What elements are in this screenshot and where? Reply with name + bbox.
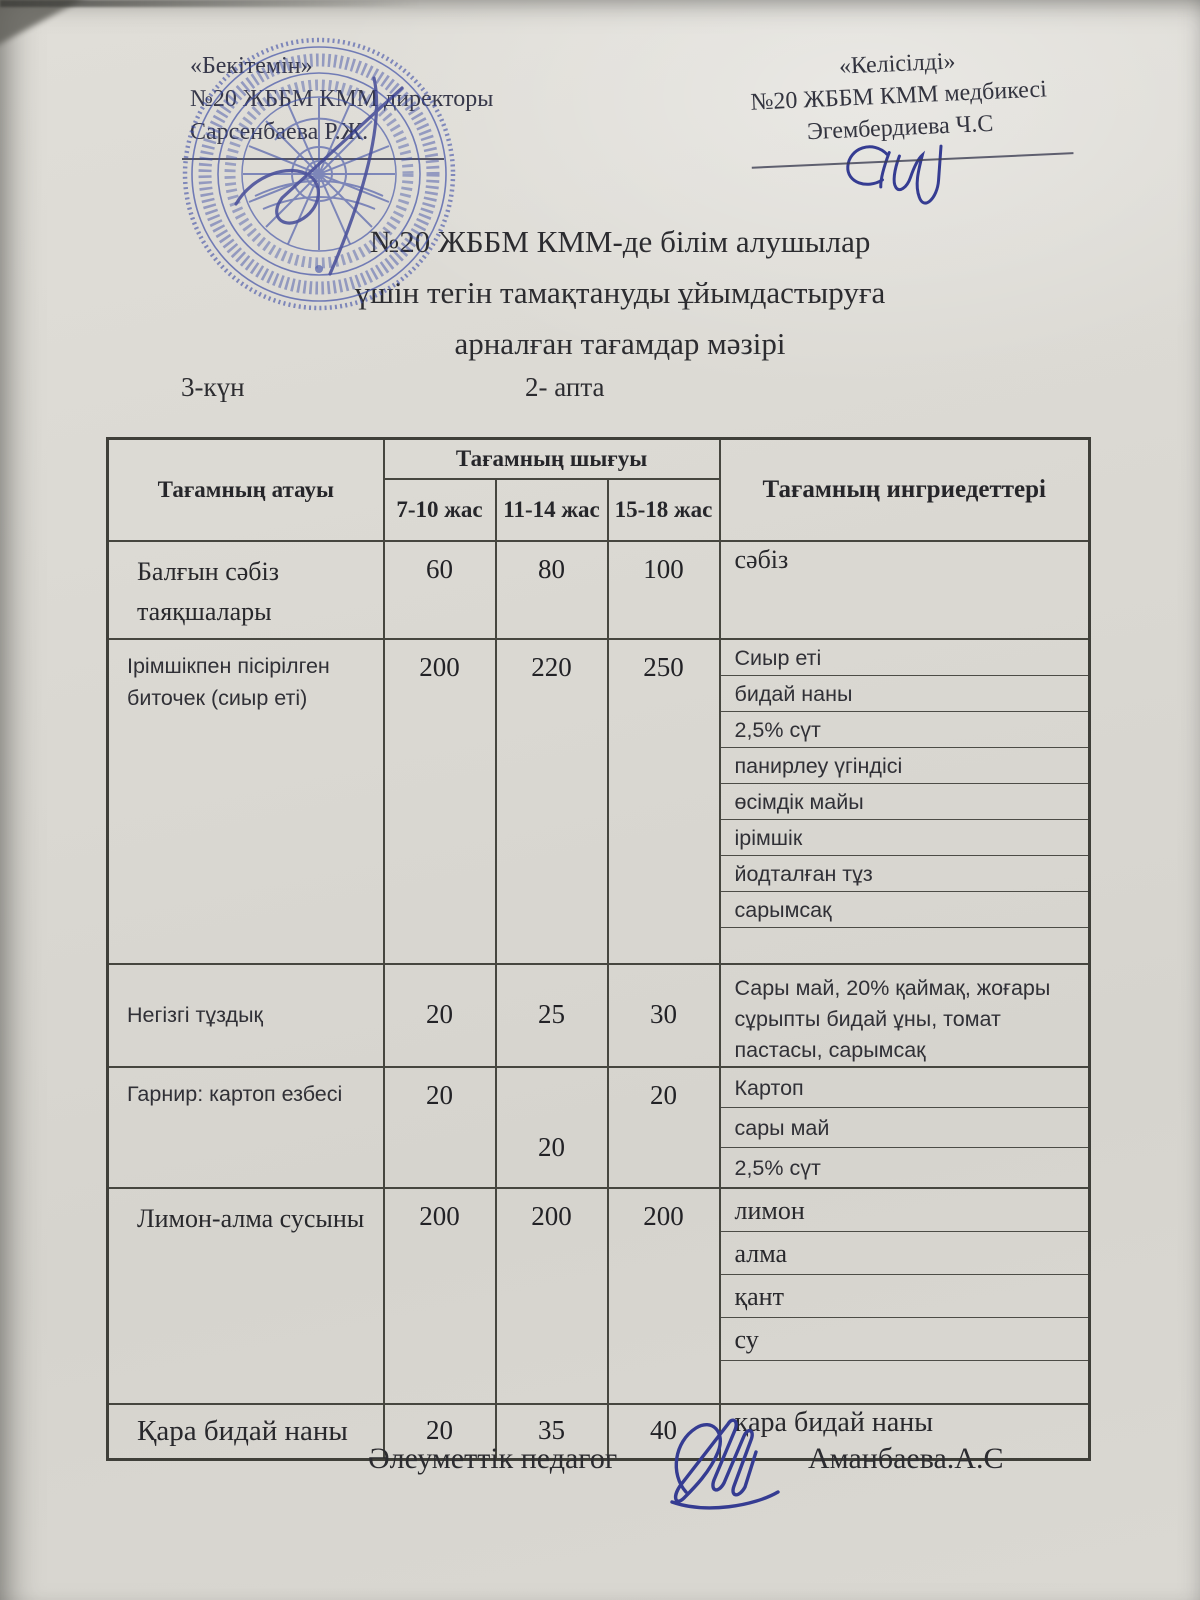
amount-cell: 200 [496, 1188, 608, 1404]
dish-name-cell: Негізгі тұздық [108, 964, 384, 1067]
pedagog-name: Аманбаева.А.С [808, 1442, 1004, 1475]
dish-name-cell: Балғын сәбіз таяқшалары [108, 541, 384, 639]
ingredient-item: қара бидай наны [734, 1407, 934, 1438]
approve-quote: «Бекітемін» [190, 53, 313, 79]
approve-director-name: Сарсенбаева Р.Ж. [190, 119, 369, 145]
pedagog-signature [662, 1408, 802, 1518]
ingredient-item: өсімдік майы [721, 784, 1089, 820]
pedagog-role-label: Әлеуметтік педагог [368, 1442, 618, 1475]
header-ingredients: Тағамның ингриедеттері [720, 439, 1090, 541]
ingredients-cell [720, 964, 1090, 1067]
amount-cell: 20 [496, 1067, 608, 1188]
menu-table [106, 437, 1091, 1461]
approve-underline [182, 158, 444, 160]
ingredient-item [721, 1361, 1089, 1403]
photo-edge-shadow [0, 0, 420, 7]
ingredient-item: панирлеу үгіндісі [721, 748, 1089, 784]
ingredient-item: ірімшік [721, 820, 1089, 856]
amount-cell: 20 [384, 1404, 496, 1460]
ingredient-item: сәбіз [734, 545, 789, 574]
agree-quote: «Келісілді» [838, 48, 957, 80]
approve-block [190, 50, 610, 149]
ingredient-item: сары май [721, 1108, 1089, 1148]
amount-cell: 250 [608, 639, 720, 964]
amount-cell: 30 [608, 964, 720, 1067]
title-line: үшін тегін тамақтануды ұйымдастыруға [354, 275, 886, 310]
dish-name-cell: Қара бидай наны [108, 1404, 384, 1460]
dish-name-cell: Лимон-алма сусыны [108, 1188, 384, 1404]
amount-cell: 40 [608, 1404, 720, 1460]
amount-cell: 20 [384, 964, 496, 1067]
header-dish-name: Тағамның атауы [108, 439, 384, 541]
ingredient-item [721, 928, 1089, 963]
page-title [0, 216, 1200, 369]
ingredients-paragraph: Сары май, 20% қаймақ, жоғары сұрыпты бидай ұны, томат пастасы, сарымсақ [734, 975, 1051, 1062]
ingredient-item: Сиыр еті [721, 640, 1089, 676]
table-row [108, 964, 1090, 1067]
amount-cell: 20 [608, 1067, 720, 1188]
amount-cell: 200 [608, 1188, 720, 1404]
amount-cell: 20 [384, 1067, 496, 1188]
header-age-group: 7-10 жас [384, 479, 496, 541]
dish-name-cell: Гарнир: картоп езбесі [108, 1067, 384, 1188]
agree-org: №20 ЖББМ КММ медбикесі [750, 76, 1048, 116]
amount-cell: 220 [496, 639, 608, 964]
ingredients-cell [720, 541, 1090, 639]
header-output: Тағамның шығуы [384, 439, 720, 479]
ingredients-cell [720, 639, 1090, 964]
ingredients-cell [720, 1067, 1090, 1188]
approve-org: №20 ЖББМ КММ директоры [190, 86, 494, 112]
amount-cell: 100 [608, 541, 720, 639]
amount-cell: 35 [496, 1404, 608, 1460]
ingredient-item: су [721, 1318, 1089, 1361]
photo-corner-shadow [0, 0, 92, 48]
ingredient-item: бидай наны [721, 676, 1089, 712]
table-row [108, 541, 1090, 639]
amount-cell: 80 [496, 541, 608, 639]
menu-table-header [108, 439, 1090, 541]
table-row [108, 1067, 1090, 1188]
ingredient-item: йодталған тұз [721, 856, 1089, 892]
amount-cell: 200 [384, 1188, 496, 1404]
ingredient-item: Картоп [721, 1068, 1089, 1108]
title-line: арналған тағамдар мәзірі [454, 326, 786, 361]
agree-nurse-name: Эгембердиева Ч.С [806, 110, 994, 146]
ingredient-item: алма [721, 1232, 1089, 1275]
ingredient-item: лимон [721, 1189, 1089, 1232]
ingredient-item: 2,5% сүт [721, 712, 1089, 748]
ingredient-item: 2,5% сүт [734, 1155, 821, 1180]
title-line: №20 ЖББМ КММ-де білім алушылар [369, 224, 871, 259]
day-label: 3-күн [181, 372, 245, 402]
dish-name-cell: Ірімшікпен пісірілген биточек (сиыр еті) [108, 639, 384, 964]
header-age-group: 11-14 жас [496, 479, 608, 541]
week-label: 2- апта [525, 372, 605, 402]
table-row [108, 639, 1090, 964]
agree-block [677, 38, 1124, 212]
ingredient-item: қант [721, 1275, 1089, 1318]
table-row [108, 1188, 1090, 1404]
ingredient-item: сарымсақ [721, 892, 1089, 928]
nurse-signature [830, 120, 984, 211]
ingredients-cell [720, 1188, 1090, 1404]
footer [0, 1408, 1200, 1548]
amount-cell: 60 [384, 541, 496, 639]
amount-cell: 25 [496, 964, 608, 1067]
amount-cell: 200 [384, 639, 496, 964]
header-age-group: 15-18 жас [608, 479, 720, 541]
